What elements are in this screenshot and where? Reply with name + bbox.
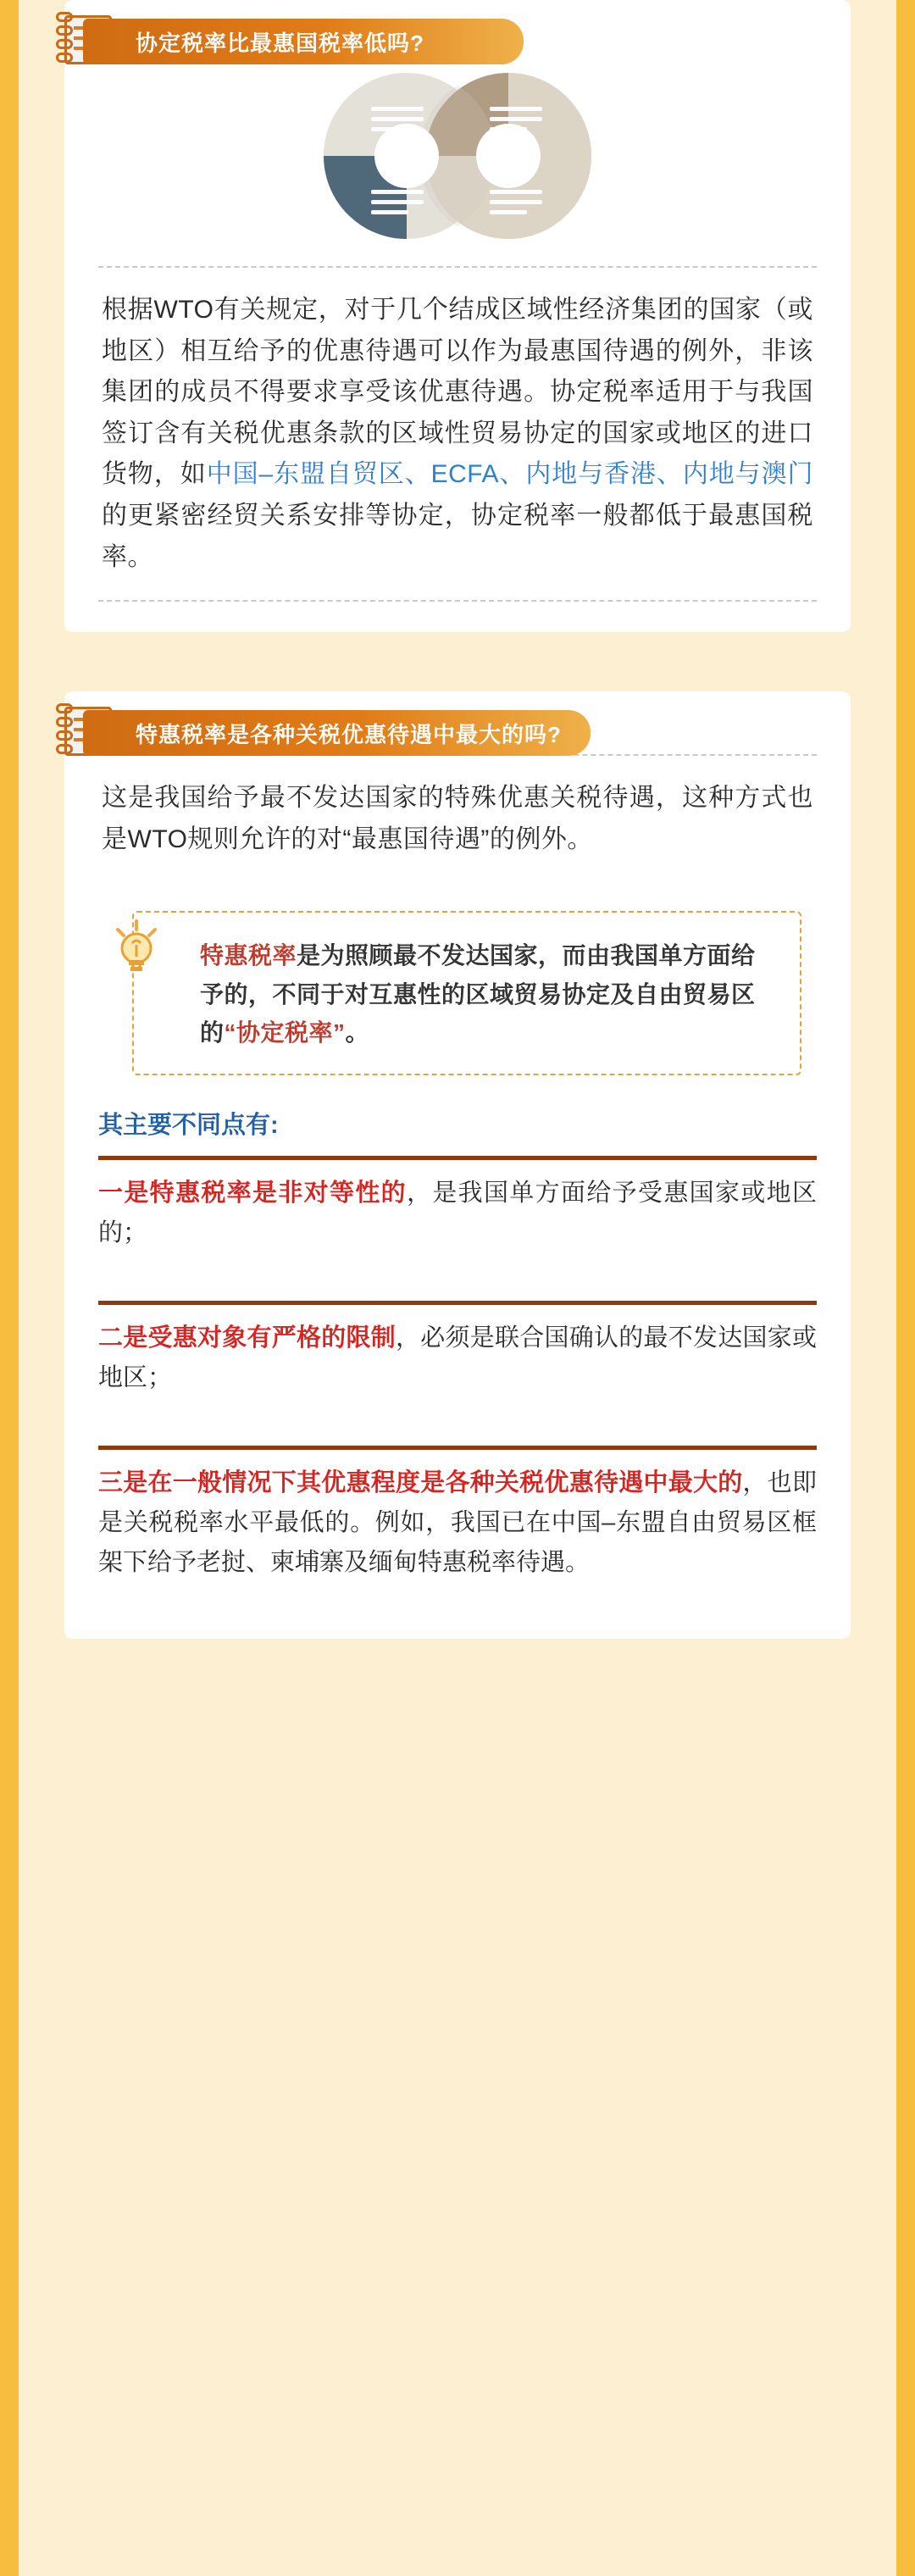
section-1-banner xyxy=(83,19,524,64)
section-2-paragraph-box xyxy=(98,754,817,882)
list-item xyxy=(98,1301,817,1398)
section-1-card xyxy=(64,0,851,632)
right-edge-band xyxy=(896,0,915,2576)
list-item-3-text: 三是在一般情况下其优惠程度是各种关税优惠待遇中最大的，也即是关税税率水平最低的。例如，我国已在中国–东盟自由贸易区框架下给予老挝、柬埔寨及缅甸特惠税率待遇。 xyxy=(98,1469,817,1577)
list-item-2-text: 二是受惠对象有严格的限制，必须是联合国确认的最不发达国家或地区； xyxy=(98,1324,817,1392)
section-1-heading: 协定税率比最惠国税率低吗? xyxy=(136,30,424,56)
list-gap xyxy=(98,1279,817,1301)
bottom-gap xyxy=(19,1639,896,1698)
list-item-1-text: 一是特惠税率是非对等性的，是我国单方面给予受惠国家或地区的； xyxy=(98,1180,817,1247)
section-2-banner xyxy=(83,710,591,756)
section-2-heading: 特惠税率是各种关税优惠待遇中最大的吗? xyxy=(136,721,562,747)
lightbulb-icon xyxy=(110,918,163,982)
section-1-paragraph: 根据WTO有关规定，对于几个结成区域性经济集团的国家（或地区）相互给予的优惠待遇可以作为最惠国待遇的例外，非该集团的成员不得要求享受该优惠待遇。协定税率适用于与我国签订含有关税优惠条款的区域性贸易协定的国家或地区的进口货物，如中国–东盟自贸区、ECFA、内地与香港、内地与澳门的更紧密经贸关系安排等协定，协定税率一般都低于最惠国税率。 xyxy=(102,296,814,571)
section-gap xyxy=(19,632,896,691)
section-1-paragraph-box xyxy=(98,266,817,602)
tip-text: 特惠税率是为照顾最不发达国家，而由我国单方面给予的，不同于对互惠性的区域贸易协定及自由贸易区的“协定税率”。 xyxy=(200,942,756,1046)
list-gap xyxy=(98,1424,817,1446)
list-item xyxy=(98,1446,817,1583)
section-2-subheading: 其主要不同点有: xyxy=(98,1112,279,1140)
tip-callout-box xyxy=(132,911,801,1075)
two-circle-venn-graphic xyxy=(280,71,635,241)
list-item xyxy=(98,1156,817,1253)
section-2-card xyxy=(64,691,851,1639)
section-preferential-tariff xyxy=(19,691,896,1639)
content-column xyxy=(19,0,896,1698)
section-agreement-tariff xyxy=(19,0,896,632)
left-edge-band xyxy=(0,0,19,2576)
section-2-paragraph: 这是我国给予最不发达国家的特殊优惠关税待遇，这种方式也是WTO规则允许的对“最惠国待遇”的例外。 xyxy=(102,784,813,853)
